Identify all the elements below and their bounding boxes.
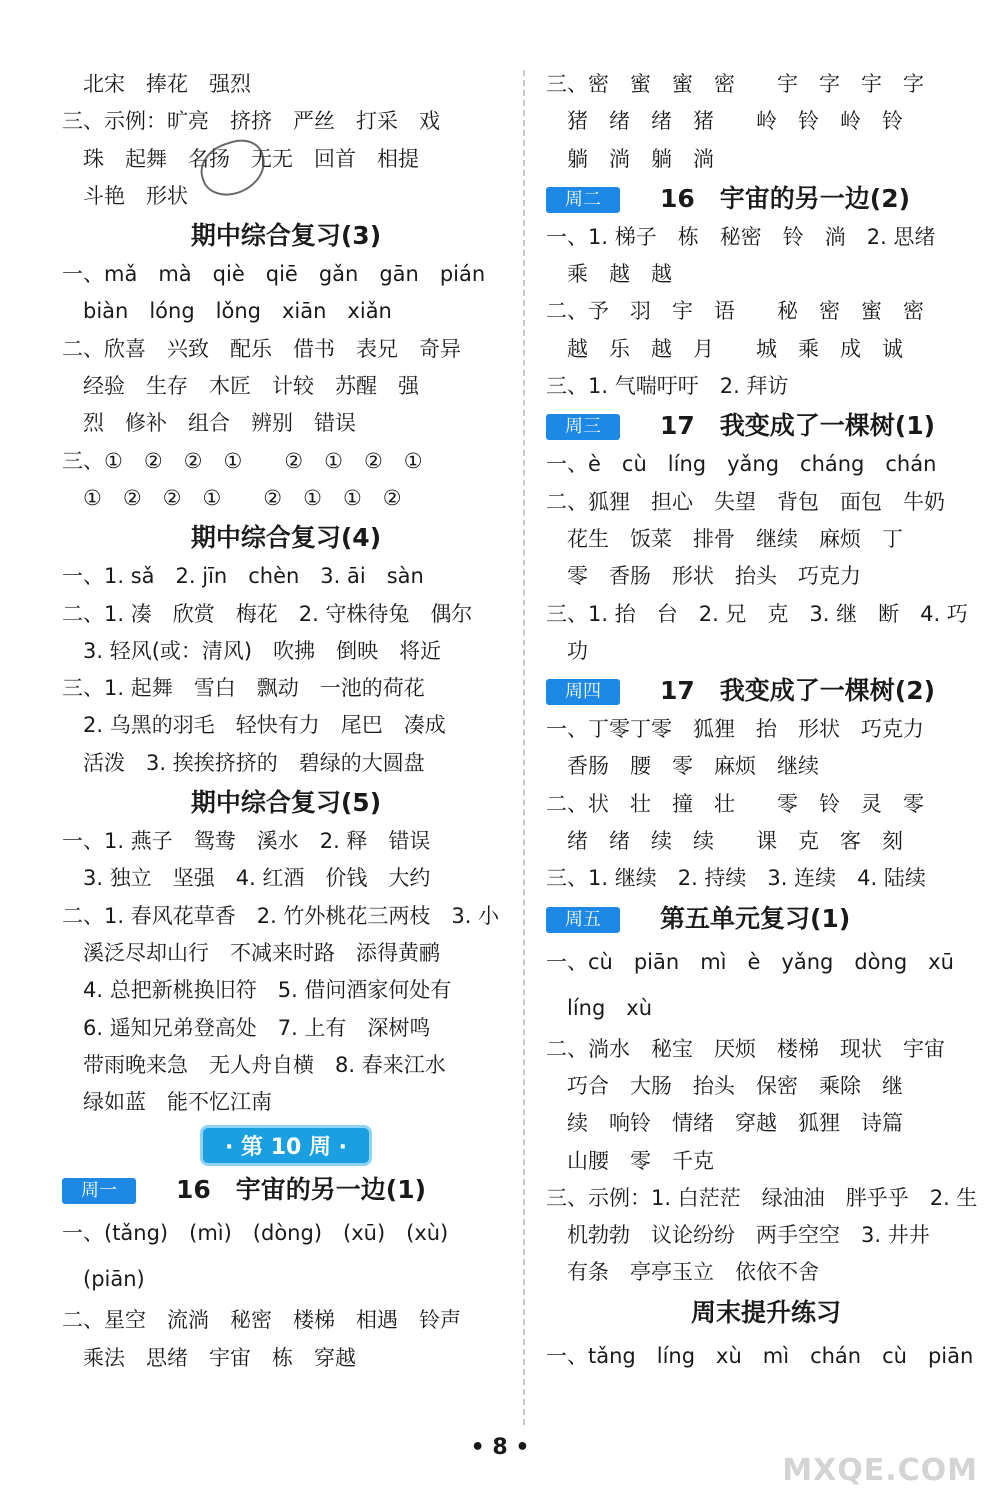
answer-line: 功 bbox=[546, 638, 588, 663]
section-heading: 期中综合复习(5) bbox=[190, 788, 382, 818]
answer-line: 溪泛尽却山行 不减来时路 添得黄鹂 bbox=[62, 940, 440, 965]
right-column bbox=[546, 66, 986, 1379]
answer-line: 巧合 大肠 抬头 保密 乘除 继 bbox=[546, 1073, 903, 1098]
answer-line: 二、淌水 秘宝 厌烦 楼梯 现状 宇宙 bbox=[546, 1036, 945, 1061]
answer-line: 零 香肠 形状 抬头 巧克力 bbox=[546, 564, 861, 589]
lesson-title: 17 我变成了一棵树(2) bbox=[660, 676, 936, 706]
answer-line: 三、示例：1. 白茫茫 绿油油 胖乎乎 2. 生 bbox=[546, 1185, 978, 1210]
answer-line: (piān) bbox=[62, 1267, 145, 1292]
answer-line: 有条 亭亭玉立 依依不舍 bbox=[546, 1260, 819, 1285]
weekday-badge: 周三 bbox=[546, 414, 620, 440]
answer-line: 二、予 羽 宇 语 秘 密 蜜 密 bbox=[546, 299, 924, 324]
section-heading: 期中综合复习(4) bbox=[190, 523, 382, 553]
answer-line: 续 响铃 情绪 穿越 狐狸 诗篇 bbox=[546, 1111, 903, 1136]
watermark: MXQE.COM bbox=[782, 1453, 978, 1488]
answer-line: 二、1. 凑 欣赏 梅花 2. 守株待兔 偶尔 bbox=[62, 601, 473, 626]
answer-line: 三、① ② ② ① ② ① ② ① bbox=[62, 448, 423, 473]
answer-line: 绿如蓝 能不忆江南 bbox=[62, 1090, 272, 1115]
answer-line: 4. 总把新桃换旧符 5. 借问酒家何处有 bbox=[62, 978, 452, 1003]
lesson-title: 16 宇宙的另一边(1) bbox=[176, 1175, 427, 1205]
answer-line: 2. 乌黑的羽毛 轻快有力 尾巴 凑成 bbox=[62, 713, 446, 738]
answer-line: 一、tǎng líng xù mì chán cù piān bbox=[546, 1343, 974, 1368]
answer-line: 香肠 腰 零 麻烦 继续 bbox=[546, 754, 819, 779]
answer-line: 猪 绪 绪 猪 岭 铃 岭 铃 bbox=[546, 109, 903, 134]
answer-line: 一、1. 燕子 鸳鸯 溪水 2. 释 错误 bbox=[62, 829, 431, 854]
answer-line: 一、cù piān mì è yǎng dòng xū bbox=[546, 949, 954, 974]
answer-line: 北宋 捧花 强烈 bbox=[62, 72, 251, 96]
lesson-heading bbox=[546, 898, 986, 939]
answer-line: 烈 修补 组合 辨别 错误 bbox=[62, 411, 356, 436]
answer-line: 6. 遥知兄弟登高处 7. 上有 深树鸣 bbox=[62, 1015, 431, 1040]
week-banner-row bbox=[62, 1121, 510, 1169]
weekday-badge: 周五 bbox=[546, 907, 620, 933]
section-heading: 期中综合复习(3) bbox=[190, 221, 382, 251]
answer-line: líng xù bbox=[546, 995, 653, 1020]
lesson-heading bbox=[62, 1169, 510, 1210]
answer-line: 三、1. 抬 台 2. 兄 克 3. 继 断 4. 巧 bbox=[546, 601, 968, 626]
answer-line: 一、1. 梯子 栋 秘密 铃 淌 2. 思绪 bbox=[546, 224, 936, 249]
answer-line: 一、mǎ mà qiè qiē gǎn gān pián bbox=[62, 262, 486, 287]
lesson-heading bbox=[546, 405, 986, 446]
answer-line: 三、1. 继续 2. 持续 3. 连续 4. 陆续 bbox=[546, 866, 926, 891]
week-banner: · 第 10 周 · bbox=[200, 1125, 372, 1166]
answer-line: 二、狐狸 担心 失望 背包 面包 牛奶 bbox=[546, 489, 945, 514]
answer-line: 花生 饭菜 排骨 继续 麻烦 丁 bbox=[546, 526, 903, 551]
answer-line: 三、示例：旷亮 挤挤 严丝 打采 戏 bbox=[62, 109, 440, 134]
answer-line: 一、1. sǎ 2. jīn chèn 3. āi sàn bbox=[62, 564, 424, 589]
lesson-title: 16 宇宙的另一边(2) bbox=[660, 183, 911, 213]
answer-line: 三、1. 气喘吁吁 2. 拜访 bbox=[546, 374, 789, 399]
answer-line: 3. 轻风(或：清风) 吹拂 倒映 将近 bbox=[62, 638, 442, 663]
answer-line: 乘 越 越 bbox=[546, 262, 672, 287]
answer-line: 二、状 壮 撞 壮 零 铃 灵 零 bbox=[546, 791, 924, 816]
answer-line: 一、è cù líng yǎng cháng chán bbox=[546, 452, 937, 477]
answer-line: 乘法 思绪 宇宙 栋 穿越 bbox=[62, 1345, 356, 1370]
answer-line: 一、丁零丁零 狐狸 抬 形状 巧克力 bbox=[546, 717, 924, 742]
answer-line: 3. 独立 坚强 4. 红酒 价钱 大约 bbox=[62, 866, 431, 891]
answer-line: biàn lóng lǒng xiān xiǎn bbox=[62, 299, 392, 324]
answer-line: 二、星空 流淌 秘密 楼梯 相遇 铃声 bbox=[62, 1308, 461, 1333]
answer-line: 越 乐 越 月 城 乘 成 诚 bbox=[546, 336, 903, 361]
answer-line: 一、(tǎng) (mì) (dòng) (xū) (xù) bbox=[62, 1221, 449, 1246]
answer-line: 经验 生存 木匠 计较 苏醒 强 bbox=[62, 374, 419, 399]
left-column bbox=[62, 66, 510, 1377]
answer-line: 斗艳 形状 bbox=[62, 183, 188, 208]
answer-line: 山腰 零 千克 bbox=[546, 1148, 714, 1173]
answer-line: 带雨晚来急 无人舟自横 8. 春来江水 bbox=[62, 1052, 446, 1077]
section-heading: 周末提升练习 bbox=[690, 1297, 841, 1327]
weekday-badge: 周一 bbox=[62, 1178, 136, 1204]
answer-line: ① ② ② ① ② ① ① ② bbox=[62, 485, 402, 510]
answer-line: 珠 起舞 名扬 无无 回首 相提 bbox=[62, 146, 419, 171]
answer-line: 绪 绪 续 续 课 克 客 刻 bbox=[546, 829, 903, 854]
answer-line: 机勃勃 议论纷纷 两手空空 3. 井井 bbox=[546, 1223, 930, 1248]
weekday-badge: 周四 bbox=[546, 679, 620, 705]
answer-line: 躺 淌 躺 淌 bbox=[546, 146, 714, 171]
lesson-title: 第五单元复习(1) bbox=[660, 903, 851, 933]
column-divider bbox=[523, 70, 525, 1425]
answer-line: 二、1. 春风花草香 2. 竹外桃花三两枝 3. 小 bbox=[62, 903, 500, 928]
answer-line: 三、1. 起舞 雪白 飘动 一池的荷花 bbox=[62, 676, 425, 701]
answer-line: 三、密 蜜 蜜 密 宇 字 宇 字 bbox=[546, 72, 924, 96]
weekday-badge: 周二 bbox=[546, 187, 620, 213]
lesson-heading bbox=[546, 670, 986, 711]
page-number: • 8 • bbox=[470, 1435, 530, 1460]
lesson-heading bbox=[546, 178, 986, 219]
answer-line: 二、欣喜 兴致 配乐 借书 表兄 奇异 bbox=[62, 336, 461, 361]
answer-line: 活泼 3. 挨挨挤挤的 碧绿的大圆盘 bbox=[62, 750, 425, 775]
lesson-title: 17 我变成了一棵树(1) bbox=[660, 411, 936, 441]
